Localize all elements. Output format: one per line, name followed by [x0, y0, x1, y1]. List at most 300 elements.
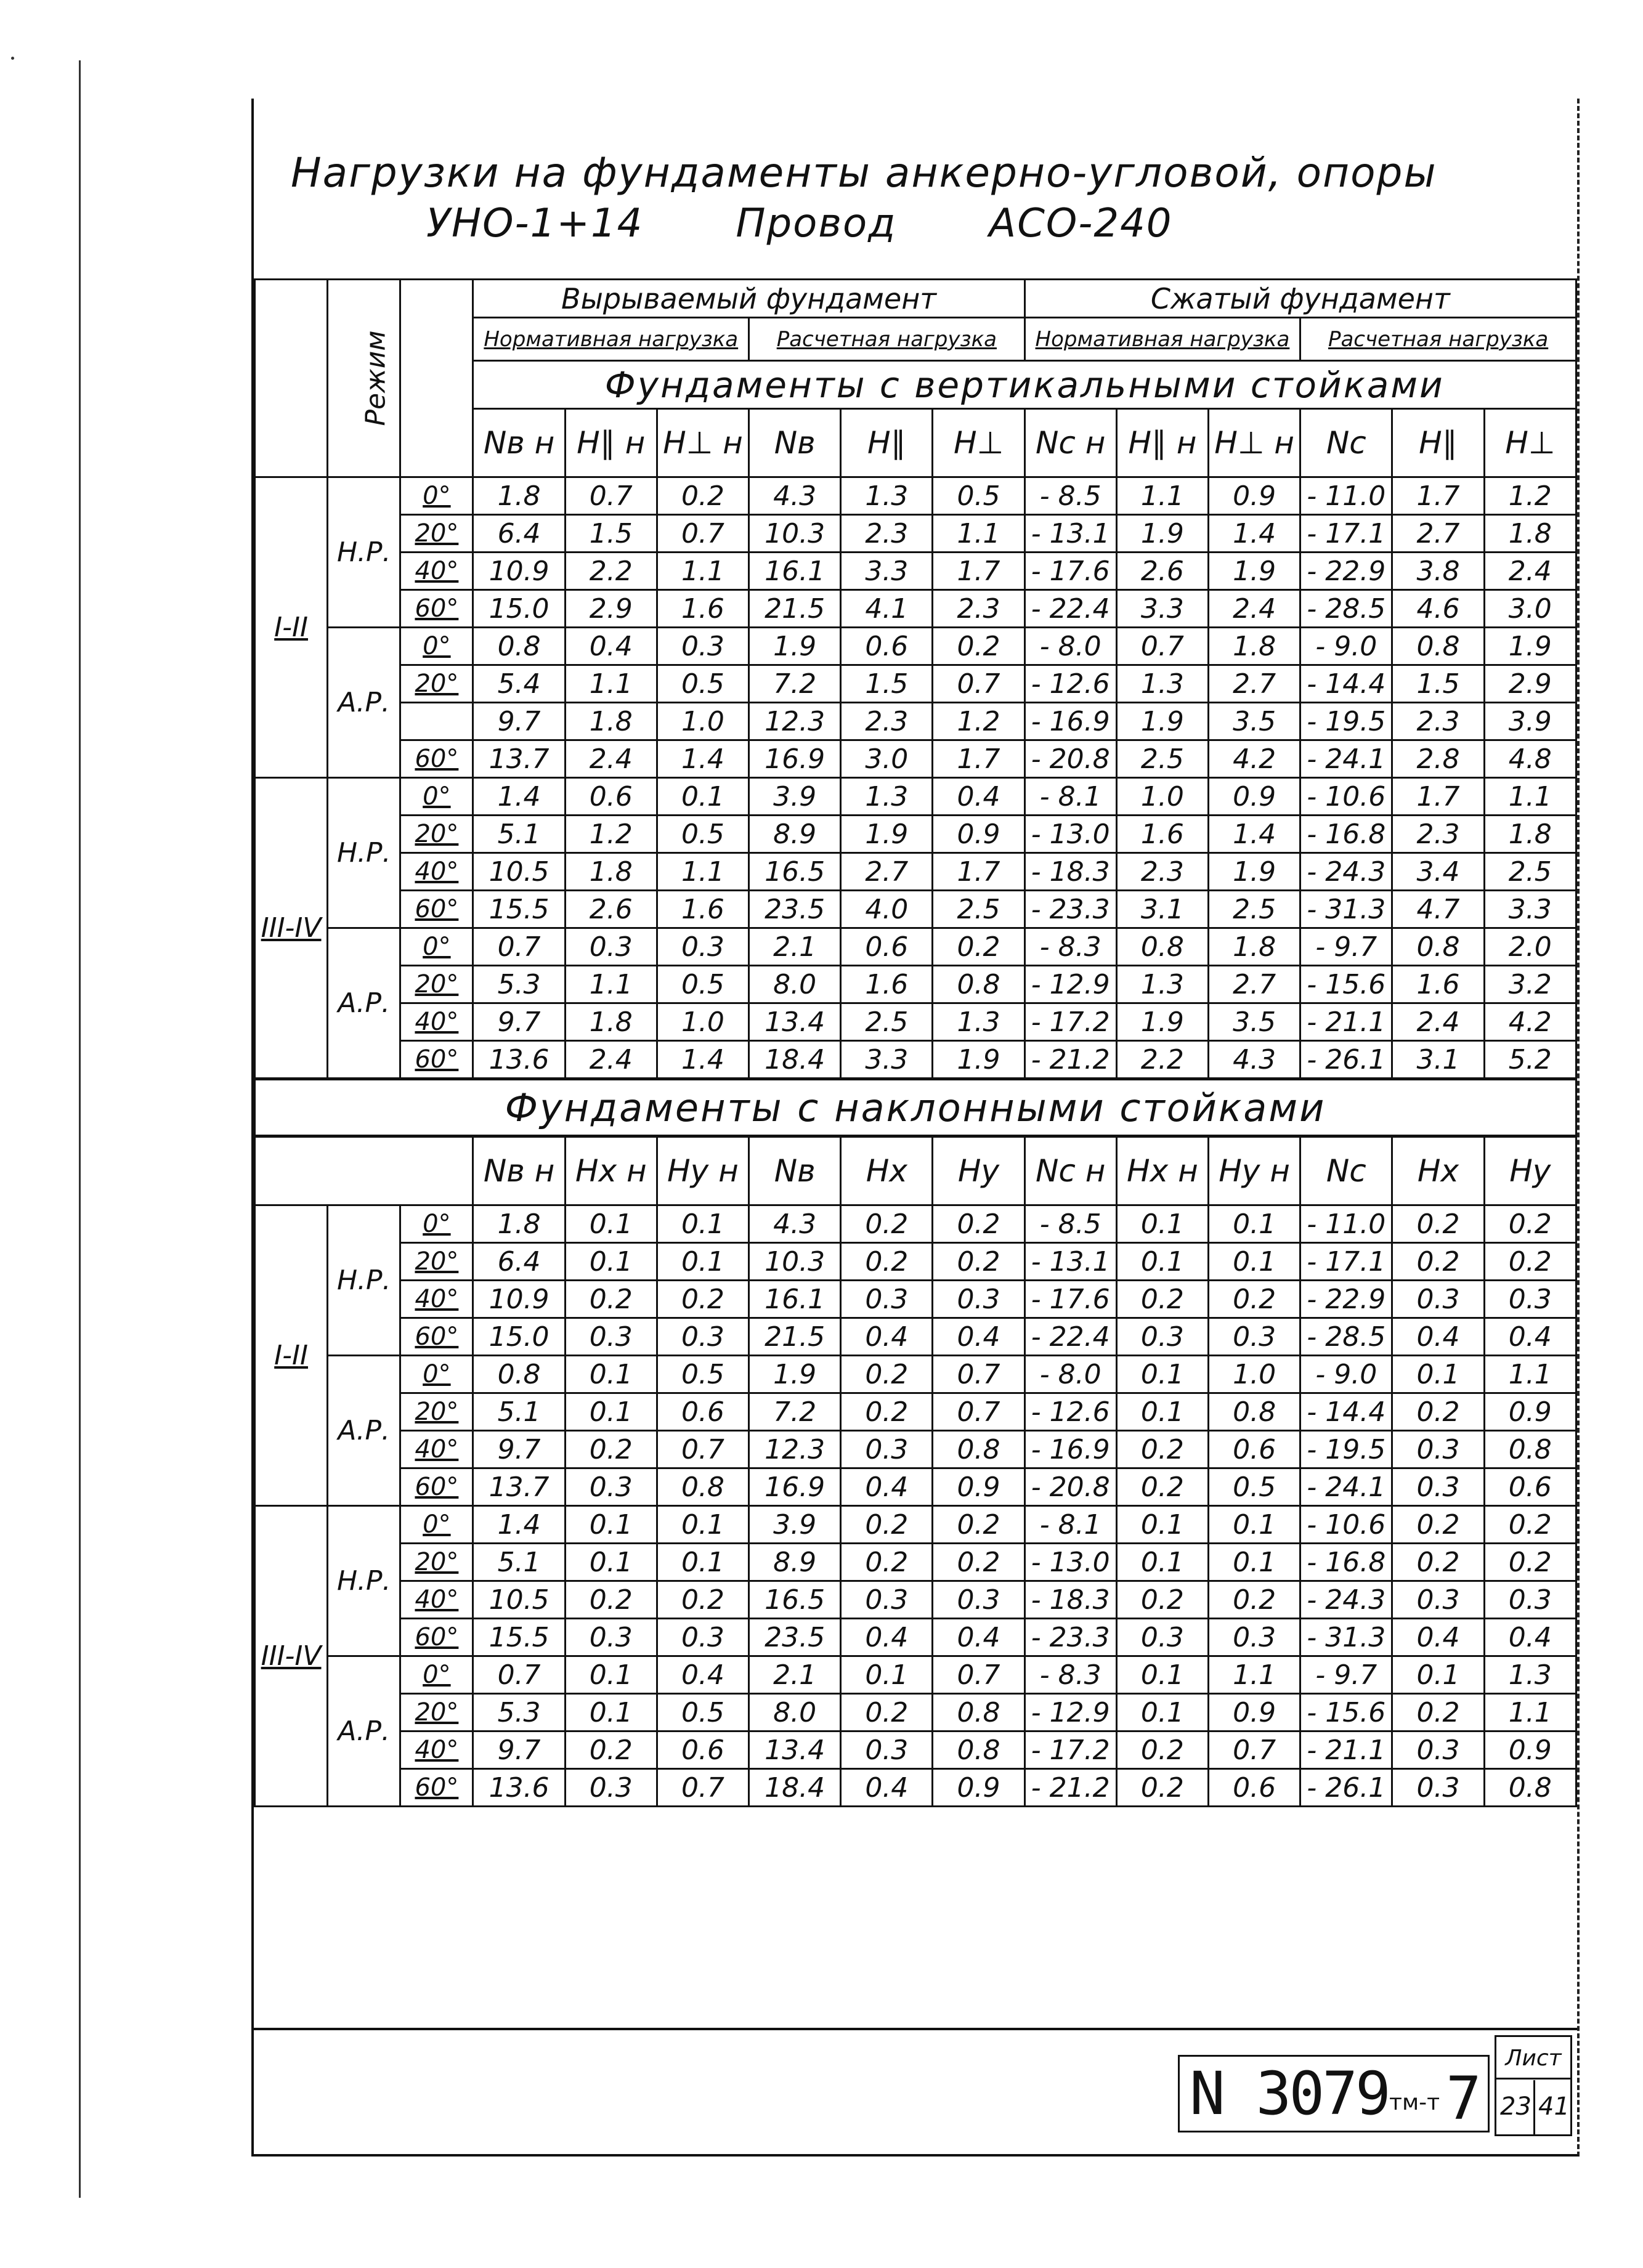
vertical-value-cell: 18.4	[749, 1041, 841, 1079]
vertical-col-header: Nс	[1300, 409, 1392, 477]
inclined-value-cell: 0.4	[933, 1318, 1024, 1356]
angle-cell: 0°	[400, 628, 473, 665]
vertical-value-cell: 1.6	[657, 590, 748, 628]
compressed-foundation-header: Сжатый фундамент	[1024, 280, 1576, 318]
inclined-value-cell: 0.2	[1484, 1205, 1576, 1243]
vertical-value-cell: 1.3	[1116, 966, 1208, 1003]
inclined-value-cell: 0.2	[565, 1281, 657, 1318]
mode-cell: А.Р.	[328, 628, 400, 778]
inclined-col-header: Нx н	[565, 1136, 657, 1205]
inclined-value-cell: 0.2	[1116, 1731, 1208, 1769]
inclined-value-cell: - 17.2	[1024, 1731, 1116, 1769]
inclined-value-cell: 0.2	[1116, 1769, 1208, 1807]
inclined-value-cell: 7.2	[749, 1393, 841, 1431]
inclined-value-cell: 0.3	[841, 1731, 933, 1769]
inclined-value-cell: 0.1	[565, 1694, 657, 1731]
vertical-value-cell: 0.9	[933, 816, 1024, 853]
inclined-value-cell: 0.4	[1392, 1619, 1484, 1656]
inclined-value-cell: 0.3	[1209, 1619, 1300, 1656]
vertical-value-cell: 1.3	[841, 778, 933, 816]
inclined-value-cell: - 24.3	[1300, 1581, 1392, 1619]
vertical-value-cell: 3.0	[1484, 590, 1576, 628]
vertical-value-cell: 0.7	[565, 477, 657, 515]
vertical-value-cell: 0.6	[565, 778, 657, 816]
angle-cell: 60°	[400, 1041, 473, 1079]
document-frame	[251, 99, 1580, 2157]
vertical-value-cell: 13.6	[473, 1041, 565, 1079]
inclined-value-cell: 0.4	[1392, 1318, 1484, 1356]
inclined-value-cell: 23.5	[749, 1619, 841, 1656]
angle-cell: 60°	[400, 590, 473, 628]
inclined-value-cell: 0.9	[1484, 1393, 1576, 1431]
inclined-value-cell: 0.1	[841, 1656, 933, 1694]
vertical-value-cell: 2.7	[1209, 966, 1300, 1003]
vertical-value-cell: 1.6	[1116, 816, 1208, 853]
ice-zone-cell: I-II	[255, 1205, 328, 1506]
angle-cell: 20°	[400, 515, 473, 553]
inclined-value-cell: 0.1	[1209, 1544, 1300, 1581]
inclined-value-cell: 0.3	[841, 1581, 933, 1619]
vertical-value-cell: - 13.1	[1024, 515, 1116, 553]
inclined-value-cell: 0.2	[841, 1393, 933, 1431]
sheets-total: 41	[1538, 2092, 1570, 2121]
vertical-value-cell: 1.7	[1392, 778, 1484, 816]
inclined-col-header: Нy н	[1209, 1136, 1300, 1205]
inclined-value-cell: 0.8	[933, 1694, 1024, 1731]
angle-header	[400, 280, 473, 477]
angle-cell: 20°	[400, 966, 473, 1003]
inclined-value-cell: 0.3	[1116, 1619, 1208, 1656]
vertical-value-cell: 2.2	[1116, 1041, 1208, 1079]
vertical-value-cell: - 9.0	[1300, 628, 1392, 665]
vertical-value-cell: 1.9	[1484, 628, 1576, 665]
inclined-value-cell: 0.6	[657, 1393, 748, 1431]
inclined-value-cell: 0.2	[1116, 1468, 1208, 1506]
vertical-value-cell: 2.4	[565, 740, 657, 778]
inclined-value-cell: 1.4	[473, 1506, 565, 1544]
uplift-design-header: Расчетная нагрузка	[749, 318, 1025, 361]
inclined-value-cell: 0.7	[657, 1769, 748, 1807]
vertical-value-cell: 10.9	[473, 553, 565, 590]
vertical-value-cell: 0.3	[657, 628, 748, 665]
vertical-value-cell: - 28.5	[1300, 590, 1392, 628]
vertical-value-cell: 3.5	[1209, 703, 1300, 740]
document-number-stamp	[1178, 2055, 1490, 2132]
vertical-value-cell: - 15.6	[1300, 966, 1392, 1003]
vertical-value-cell: 2.5	[1484, 853, 1576, 891]
angle-cell: 40°	[400, 1431, 473, 1468]
vertical-value-cell: 1.9	[749, 628, 841, 665]
vertical-value-cell: 12.3	[749, 703, 841, 740]
document-sheet: 7	[1446, 2064, 1482, 2133]
vertical-value-cell: 1.5	[565, 515, 657, 553]
inclined-value-cell: 0.1	[1392, 1656, 1484, 1694]
vertical-value-cell: 0.6	[841, 628, 933, 665]
inclined-value-cell: 0.7	[933, 1356, 1024, 1393]
inclined-col-header: Nс н	[1024, 1136, 1116, 1205]
vertical-value-cell: - 24.1	[1300, 740, 1392, 778]
table-row	[255, 928, 1576, 966]
inclined-value-cell: 0.7	[473, 1656, 565, 1694]
inclined-value-cell: - 19.5	[1300, 1431, 1392, 1468]
vertical-value-cell: 3.2	[1484, 966, 1576, 1003]
vertical-value-cell: 2.3	[933, 590, 1024, 628]
vertical-value-cell: 0.4	[933, 778, 1024, 816]
inclined-value-cell: - 20.8	[1024, 1468, 1116, 1506]
inclined-value-cell: 0.9	[933, 1769, 1024, 1807]
vertical-value-cell: 1.0	[657, 703, 748, 740]
inclined-value-cell: 0.1	[1116, 1694, 1208, 1731]
table-row	[255, 1431, 1576, 1468]
vertical-value-cell: 1.2	[1484, 477, 1576, 515]
title-block	[254, 2028, 1577, 2157]
vertical-value-cell: 4.2	[1209, 740, 1300, 778]
vertical-value-cell: - 20.8	[1024, 740, 1116, 778]
vertical-value-cell: 1.3	[841, 477, 933, 515]
vertical-value-cell: 1.2	[565, 816, 657, 853]
inclined-value-cell: 0.8	[1484, 1431, 1576, 1468]
vertical-value-cell: - 12.9	[1024, 966, 1116, 1003]
sheet-label: Лист	[1496, 2039, 1570, 2080]
inclined-value-cell: 10.3	[749, 1243, 841, 1281]
inclined-value-cell: 0.1	[1116, 1544, 1208, 1581]
vertical-value-cell: 2.4	[1484, 553, 1576, 590]
table-row	[255, 1544, 1576, 1581]
vertical-value-cell: 4.8	[1484, 740, 1576, 778]
vertical-value-cell: - 17.6	[1024, 553, 1116, 590]
vertical-value-cell: 4.6	[1392, 590, 1484, 628]
vertical-col-header: Н⊥ н	[1209, 409, 1300, 477]
vertical-value-cell: 1.4	[473, 778, 565, 816]
vertical-value-cell: 0.2	[933, 928, 1024, 966]
inclined-value-cell: 0.7	[1209, 1731, 1300, 1769]
vertical-value-cell: 0.8	[933, 966, 1024, 1003]
inclined-header-blank	[255, 1136, 473, 1205]
vertical-value-cell: 1.0	[1116, 778, 1208, 816]
angle-cell: 20°	[400, 1694, 473, 1731]
inclined-value-cell: 0.8	[657, 1468, 748, 1506]
loads-table	[254, 278, 1577, 1807]
inclined-value-cell: 0.1	[565, 1544, 657, 1581]
angle-cell	[400, 703, 473, 740]
vertical-value-cell: 1.8	[1484, 515, 1576, 553]
vertical-value-cell: 1.1	[657, 553, 748, 590]
inclined-value-cell: 0.2	[1392, 1205, 1484, 1243]
sheet-box	[1495, 2035, 1572, 2136]
vertical-value-cell: 15.5	[473, 891, 565, 928]
inclined-posts-body	[255, 1205, 1576, 1807]
angle-cell: 20°	[400, 1393, 473, 1431]
inclined-value-cell: 0.1	[565, 1393, 657, 1431]
vertical-value-cell: - 16.8	[1300, 816, 1392, 853]
table-row	[255, 1506, 1576, 1544]
inclined-value-cell: 0.1	[1116, 1393, 1208, 1431]
sheet-number: 23	[1500, 2092, 1531, 2121]
inclined-value-cell: 0.9	[1484, 1731, 1576, 1769]
vertical-col-header: Nв	[749, 409, 841, 477]
angle-cell: 20°	[400, 665, 473, 703]
vertical-value-cell: 1.9	[1209, 553, 1300, 590]
inclined-value-cell: 0.3	[1392, 1281, 1484, 1318]
vertical-value-cell: 2.4	[1209, 590, 1300, 628]
inclined-value-cell: 0.8	[933, 1431, 1024, 1468]
angle-cell: 0°	[400, 1356, 473, 1393]
vertical-value-cell: 1.4	[1209, 816, 1300, 853]
inclined-value-cell: 0.3	[565, 1769, 657, 1807]
table-row	[255, 1468, 1576, 1506]
inclined-value-cell: 18.4	[749, 1769, 841, 1807]
inclined-value-cell: 0.7	[933, 1656, 1024, 1694]
vertical-value-cell: 3.9	[1484, 703, 1576, 740]
inclined-value-cell: 0.1	[1116, 1506, 1208, 1544]
inclined-value-cell: 0.2	[1209, 1281, 1300, 1318]
inclined-value-cell: - 16.8	[1300, 1544, 1392, 1581]
inclined-value-cell: - 17.1	[1300, 1243, 1392, 1281]
vertical-value-cell: 1.7	[933, 853, 1024, 891]
inclined-value-cell: - 8.0	[1024, 1356, 1116, 1393]
uplift-foundation-header: Вырываемый фундамент	[473, 280, 1024, 318]
inclined-value-cell: 0.4	[933, 1619, 1024, 1656]
vertical-value-cell: - 8.5	[1024, 477, 1116, 515]
uplift-normative-header: Нормативная нагрузка	[473, 318, 749, 361]
angle-cell: 60°	[400, 1318, 473, 1356]
vertical-value-cell: - 8.1	[1024, 778, 1116, 816]
inclined-col-header: Нx	[1392, 1136, 1484, 1205]
vertical-value-cell: 0.7	[1116, 628, 1208, 665]
vertical-value-cell: 2.9	[565, 590, 657, 628]
inclined-value-cell: 0.8	[1209, 1393, 1300, 1431]
vertical-value-cell: 2.1	[749, 928, 841, 966]
vertical-value-cell: 0.7	[473, 928, 565, 966]
vertical-value-cell: 1.2	[933, 703, 1024, 740]
inclined-value-cell: 0.2	[1209, 1581, 1300, 1619]
angle-cell: 0°	[400, 928, 473, 966]
inclined-value-cell: 0.2	[1116, 1281, 1208, 1318]
inclined-value-cell: 0.1	[1209, 1506, 1300, 1544]
vertical-value-cell: - 16.9	[1024, 703, 1116, 740]
inclined-value-cell: - 17.6	[1024, 1281, 1116, 1318]
vertical-value-cell: 3.4	[1392, 853, 1484, 891]
inclined-value-cell: 0.2	[841, 1544, 933, 1581]
inclined-value-cell: 0.2	[1116, 1581, 1208, 1619]
vertical-value-cell: - 13.0	[1024, 816, 1116, 853]
vertical-value-cell: 16.1	[749, 553, 841, 590]
angle-cell: 60°	[400, 740, 473, 778]
inclined-value-cell: 0.7	[657, 1431, 748, 1468]
inclined-value-cell: 0.3	[657, 1318, 748, 1356]
inclined-value-cell: 3.9	[749, 1506, 841, 1544]
table-row	[255, 966, 1576, 1003]
vertical-value-cell: 3.3	[1116, 590, 1208, 628]
vertical-value-cell: 16.9	[749, 740, 841, 778]
vertical-value-cell: 2.7	[1392, 515, 1484, 553]
vertical-value-cell: 9.7	[473, 703, 565, 740]
vertical-value-cell: 5.2	[1484, 1041, 1576, 1079]
inclined-value-cell: 4.3	[749, 1205, 841, 1243]
inclined-value-cell: - 12.6	[1024, 1393, 1116, 1431]
table-row	[255, 1731, 1576, 1769]
vertical-value-cell: 3.9	[749, 778, 841, 816]
vertical-value-cell: 8.9	[749, 816, 841, 853]
inclined-value-cell: 10.9	[473, 1281, 565, 1318]
vertical-value-cell: - 8.0	[1024, 628, 1116, 665]
inclined-value-cell: 0.4	[841, 1318, 933, 1356]
inclined-value-cell: 0.2	[565, 1581, 657, 1619]
inclined-value-cell: 0.8	[473, 1356, 565, 1393]
inclined-value-cell: 0.2	[1392, 1393, 1484, 1431]
inclined-column-headers	[255, 1136, 1576, 1205]
inclined-value-cell: 5.1	[473, 1393, 565, 1431]
vertical-value-cell: 0.5	[657, 816, 748, 853]
inclined-value-cell: - 8.5	[1024, 1205, 1116, 1243]
inclined-value-cell: 6.4	[473, 1243, 565, 1281]
inclined-col-header: Нy н	[657, 1136, 748, 1205]
inclined-value-cell: 0.5	[657, 1694, 748, 1731]
vertical-value-cell: - 10.6	[1300, 778, 1392, 816]
vertical-col-header: Н⊥	[933, 409, 1024, 477]
vertical-value-cell: 3.1	[1116, 891, 1208, 928]
inclined-value-cell: - 11.0	[1300, 1205, 1392, 1243]
inclined-value-cell: 5.1	[473, 1544, 565, 1581]
inclined-value-cell: 13.7	[473, 1468, 565, 1506]
vertical-value-cell: 1.8	[1209, 628, 1300, 665]
inclined-value-cell: 1.1	[1209, 1656, 1300, 1694]
angle-cell: 0°	[400, 1656, 473, 1694]
vertical-value-cell: 0.2	[933, 628, 1024, 665]
vertical-value-cell: 10.3	[749, 515, 841, 553]
inclined-value-cell: - 13.1	[1024, 1243, 1116, 1281]
inclined-value-cell: 0.3	[1392, 1468, 1484, 1506]
angle-cell: 20°	[400, 1544, 473, 1581]
inclined-value-cell: 0.3	[1392, 1431, 1484, 1468]
binding-margin-line	[79, 60, 81, 2198]
vertical-value-cell: 2.7	[1209, 665, 1300, 703]
vertical-value-cell: 4.1	[841, 590, 933, 628]
ice-zone-cell: III-IV	[255, 778, 328, 1079]
vertical-value-cell: 5.1	[473, 816, 565, 853]
mode-cell: А.Р.	[328, 1656, 400, 1807]
inclined-value-cell: 15.5	[473, 1619, 565, 1656]
inclined-value-cell: - 21.2	[1024, 1769, 1116, 1807]
vertical-value-cell: 0.6	[841, 928, 933, 966]
angle-cell: 40°	[400, 853, 473, 891]
vertical-col-header: Nс н	[1024, 409, 1116, 477]
vertical-value-cell: 16.5	[749, 853, 841, 891]
vertical-value-cell: 1.9	[1116, 515, 1208, 553]
vertical-value-cell: 1.9	[1116, 703, 1208, 740]
vertical-value-cell: 0.8	[1392, 928, 1484, 966]
compressed-normative-header: Нормативная нагрузка	[1024, 318, 1300, 361]
vertical-value-cell: 1.7	[1392, 477, 1484, 515]
mode-cell: Н.Р.	[328, 477, 400, 628]
vertical-value-cell: - 14.4	[1300, 665, 1392, 703]
vertical-value-cell: 2.3	[841, 515, 933, 553]
inclined-value-cell: 0.7	[933, 1393, 1024, 1431]
vertical-value-cell: 1.8	[565, 853, 657, 891]
vertical-value-cell: 3.8	[1392, 553, 1484, 590]
inclined-value-cell: 0.3	[1392, 1581, 1484, 1619]
inclined-value-cell: 0.1	[657, 1544, 748, 1581]
inclined-value-cell: 1.1	[1484, 1356, 1576, 1393]
inclined-value-cell: 0.9	[1209, 1694, 1300, 1731]
inclined-band-row	[255, 1079, 1576, 1205]
vertical-value-cell: - 26.1	[1300, 1041, 1392, 1079]
vertical-value-cell: 1.4	[1209, 515, 1300, 553]
angle-cell: 40°	[400, 553, 473, 590]
table-row	[255, 1356, 1576, 1393]
inclined-value-cell: 0.6	[1209, 1431, 1300, 1468]
inclined-value-cell: 16.5	[749, 1581, 841, 1619]
vertical-value-cell: 2.5	[1116, 740, 1208, 778]
table-row	[255, 1205, 1576, 1243]
inclined-posts-band: Фундаменты с наклонными стойками	[255, 1079, 1576, 1136]
table-row	[255, 590, 1576, 628]
vertical-value-cell: 0.8	[473, 628, 565, 665]
table-row	[255, 553, 1576, 590]
inclined-value-cell: 0.3	[841, 1281, 933, 1318]
inclined-value-cell: 0.2	[1392, 1544, 1484, 1581]
inclined-value-cell: 0.3	[933, 1281, 1024, 1318]
angle-cell: 60°	[400, 1619, 473, 1656]
vertical-value-cell: 2.3	[1392, 816, 1484, 853]
inclined-value-cell: 0.2	[1392, 1506, 1484, 1544]
vertical-value-cell: 1.8	[1209, 928, 1300, 966]
table-header	[255, 280, 1576, 477]
vertical-value-cell: 4.3	[749, 477, 841, 515]
vertical-value-cell: 1.9	[1209, 853, 1300, 891]
table-row	[255, 1318, 1576, 1356]
inclined-value-cell: 0.2	[1484, 1544, 1576, 1581]
vertical-value-cell: 6.4	[473, 515, 565, 553]
vertical-value-cell: - 21.1	[1300, 1003, 1392, 1041]
table-row	[255, 515, 1576, 553]
vertical-value-cell: 0.9	[1209, 778, 1300, 816]
vertical-value-cell: 13.7	[473, 740, 565, 778]
vertical-value-cell: 3.3	[1484, 891, 1576, 928]
inclined-value-cell: 0.5	[1209, 1468, 1300, 1506]
inclined-value-cell: 0.3	[657, 1619, 748, 1656]
inclined-value-cell: 16.1	[749, 1281, 841, 1318]
vertical-value-cell: 2.7	[841, 853, 933, 891]
sheet-divider	[1533, 2080, 1535, 2134]
inclined-value-cell: 21.5	[749, 1318, 841, 1356]
inclined-value-cell: 1.1	[1484, 1694, 1576, 1731]
vertical-value-cell: 2.5	[933, 891, 1024, 928]
inclined-value-cell: - 24.1	[1300, 1468, 1392, 1506]
inclined-value-cell: 0.4	[1484, 1619, 1576, 1656]
vertical-value-cell: 1.6	[841, 966, 933, 1003]
inclined-value-cell: - 22.4	[1024, 1318, 1116, 1356]
vertical-value-cell: 0.5	[657, 966, 748, 1003]
vertical-value-cell: 2.9	[1484, 665, 1576, 703]
table-row	[255, 1281, 1576, 1318]
vertical-value-cell: 5.3	[473, 966, 565, 1003]
inclined-value-cell: 0.2	[1484, 1506, 1576, 1544]
inclined-value-cell: 0.1	[1116, 1356, 1208, 1393]
inclined-value-cell: 0.1	[565, 1356, 657, 1393]
vertical-value-cell: - 9.7	[1300, 928, 1392, 966]
inclined-value-cell: 2.1	[749, 1656, 841, 1694]
vertical-value-cell: 4.3	[1209, 1041, 1300, 1079]
inclined-value-cell: 0.2	[933, 1205, 1024, 1243]
inclined-value-cell: - 9.0	[1300, 1356, 1392, 1393]
inclined-value-cell: 0.2	[1392, 1694, 1484, 1731]
vertical-value-cell: - 21.2	[1024, 1041, 1116, 1079]
table-row	[255, 703, 1576, 740]
vertical-col-header: Н∥ н	[1116, 409, 1208, 477]
vertical-value-cell: 2.2	[565, 553, 657, 590]
vertical-value-cell: 2.3	[1392, 703, 1484, 740]
